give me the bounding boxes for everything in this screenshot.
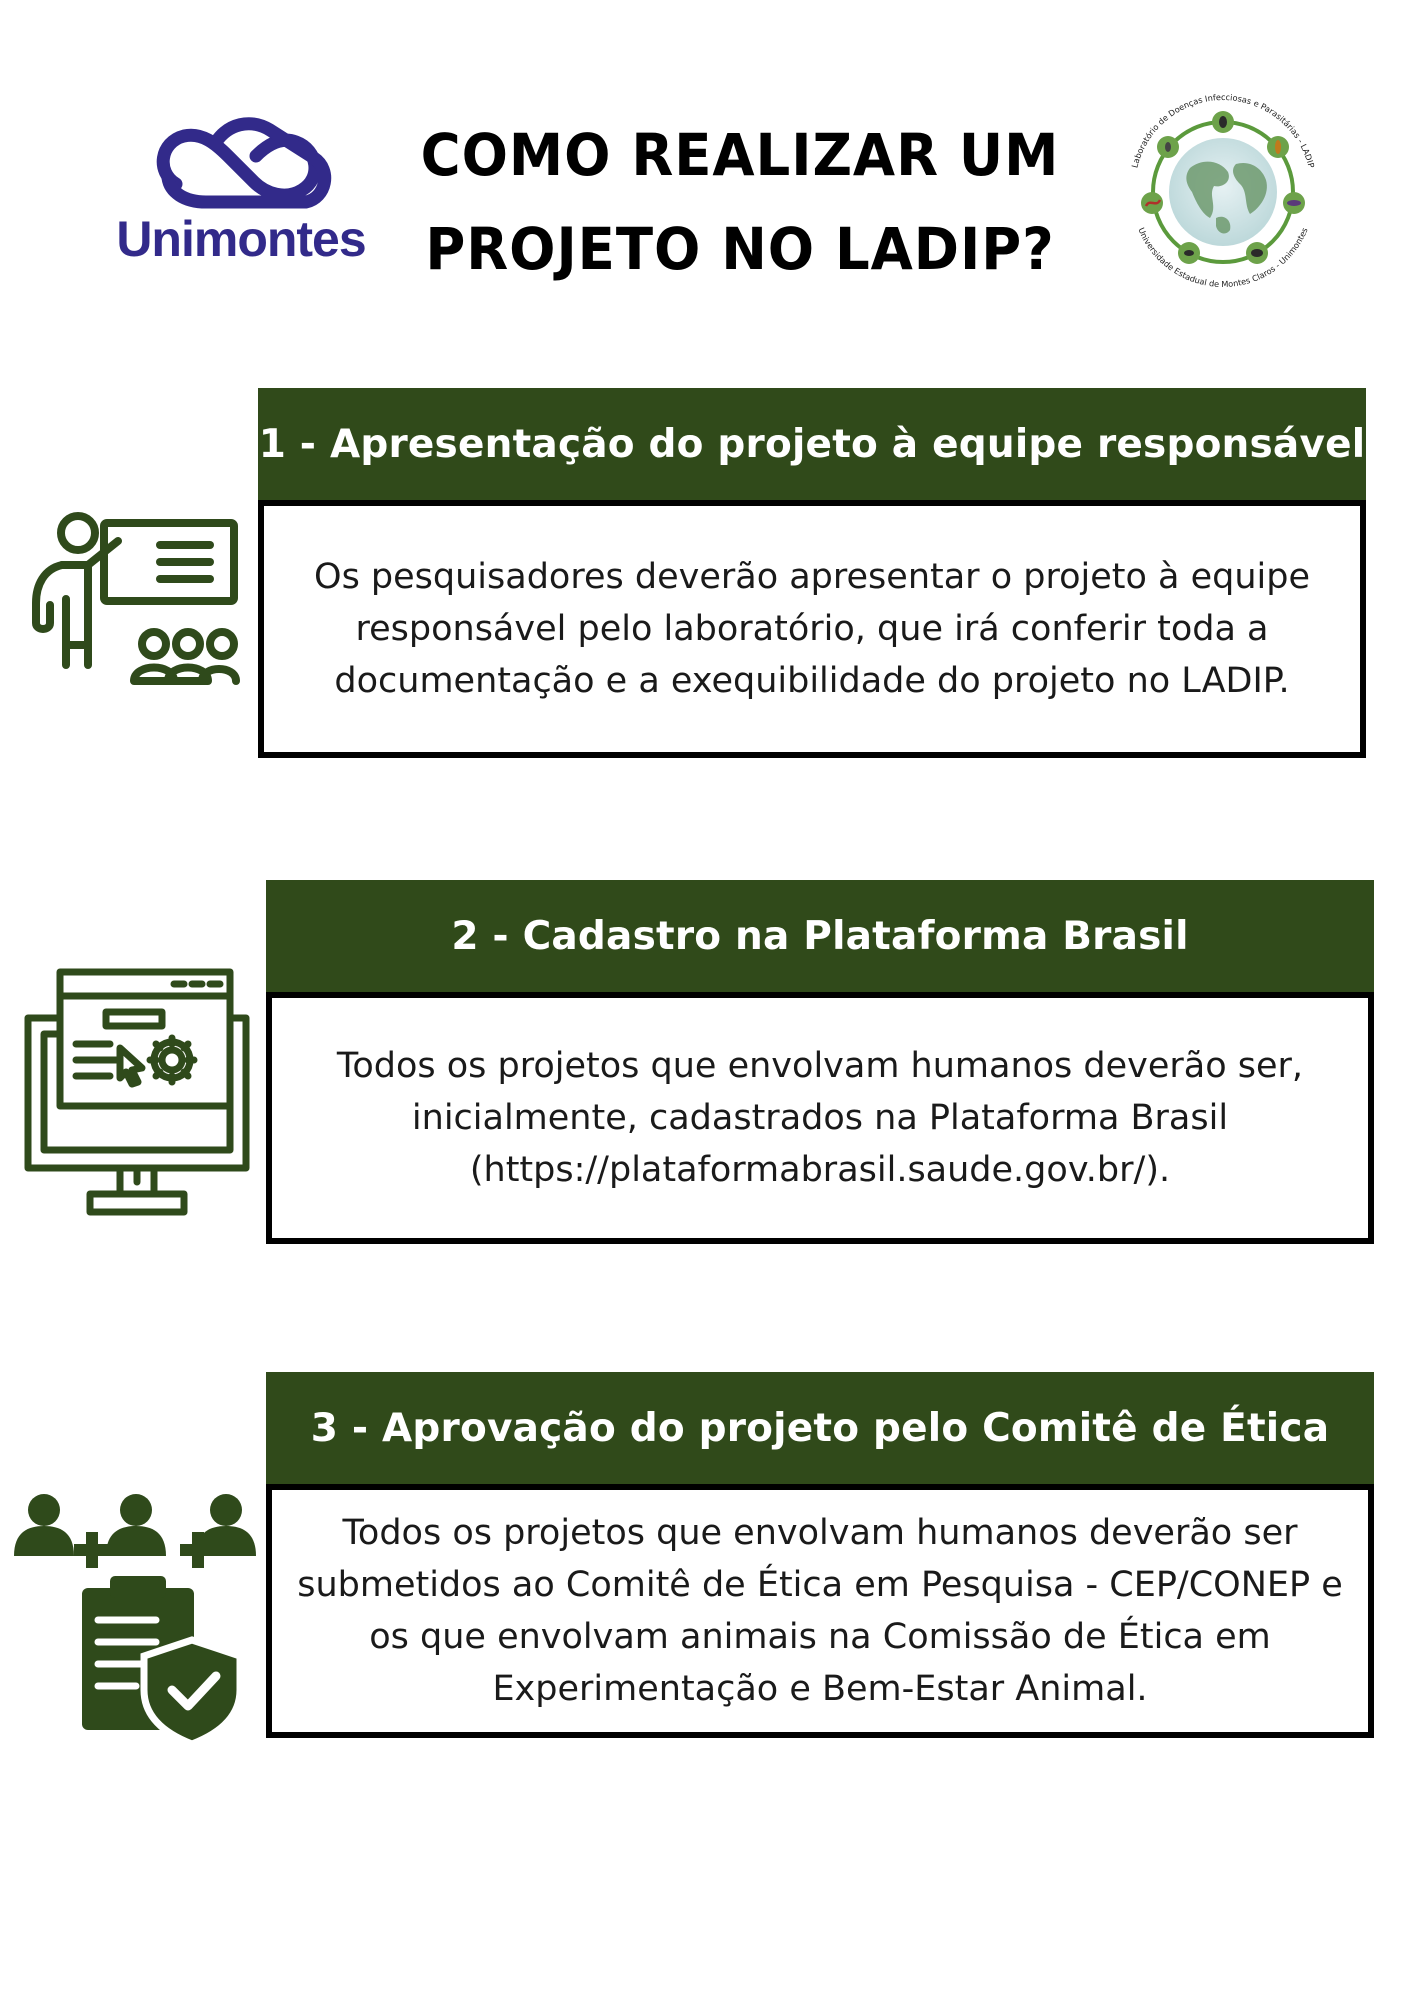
unimontes-logo xyxy=(110,112,372,267)
step-1-line: responsável pelo laboratório, que irá conferir toda a xyxy=(355,609,1269,649)
step-3-body xyxy=(266,1484,1374,1738)
unimontes-mark-icon xyxy=(146,112,336,210)
step-2-line: Todos os projetos que envolvam humanos deverão ser, xyxy=(336,1046,1304,1086)
step-1-body xyxy=(258,500,1366,758)
step-3-line: Experimentação e Bem-Estar Animal. xyxy=(492,1669,1148,1709)
ladip-logo xyxy=(1110,68,1336,294)
page-title xyxy=(400,108,1080,296)
step-2-body xyxy=(266,992,1374,1244)
step-1-title: 1 - Apresentação do projeto à equipe responsável xyxy=(258,421,1366,467)
step-3-title: 3 - Aprovação do projeto pelo Comitê de Ética xyxy=(310,1405,1330,1451)
step-2-title: 2 - Cadastro na Plataforma Brasil xyxy=(451,913,1189,959)
step-1-line: documentação e a exequibilidade do projeto no LADIP. xyxy=(334,661,1290,701)
step-3-line: os que envolvam animais na Comissão de Ética em xyxy=(369,1617,1271,1657)
page-title-line-1: COMO REALIZAR UM xyxy=(420,121,1060,189)
step-3-line: submetidos ao Comitê de Ética em Pesquisa - CEP/CONEP e xyxy=(297,1565,1343,1605)
step-1-header xyxy=(258,388,1366,500)
unimontes-wordmark: Unimontes xyxy=(116,211,366,267)
step-2-line: (https://plataformabrasil.saude.gov.br/). xyxy=(469,1150,1171,1190)
step-2-line: inicialmente, cadastrados na Plataforma Brasil xyxy=(411,1098,1229,1138)
presentation-icon xyxy=(30,505,240,690)
ladip-ring-text-top: Laboratório de Doenças Infecciosas e Parasitárias - LADIP xyxy=(1129,91,1317,169)
step-3-line: Todos os projetos que envolvam humanos deverão ser xyxy=(342,1513,1298,1553)
ethics-approval-icon xyxy=(14,1490,260,1745)
step-1-line: Os pesquisadores deverão apresentar o projeto à equipe xyxy=(314,557,1310,597)
step-2-header xyxy=(266,880,1374,992)
ladip-ring-text-bottom: Universidade Estadual de Montes Claros - Unimontes xyxy=(1136,225,1310,290)
step-3-header xyxy=(266,1372,1374,1484)
computer-settings-icon xyxy=(24,968,250,1216)
page-title-line-2: PROJETO NO LADIP? xyxy=(425,215,1055,283)
